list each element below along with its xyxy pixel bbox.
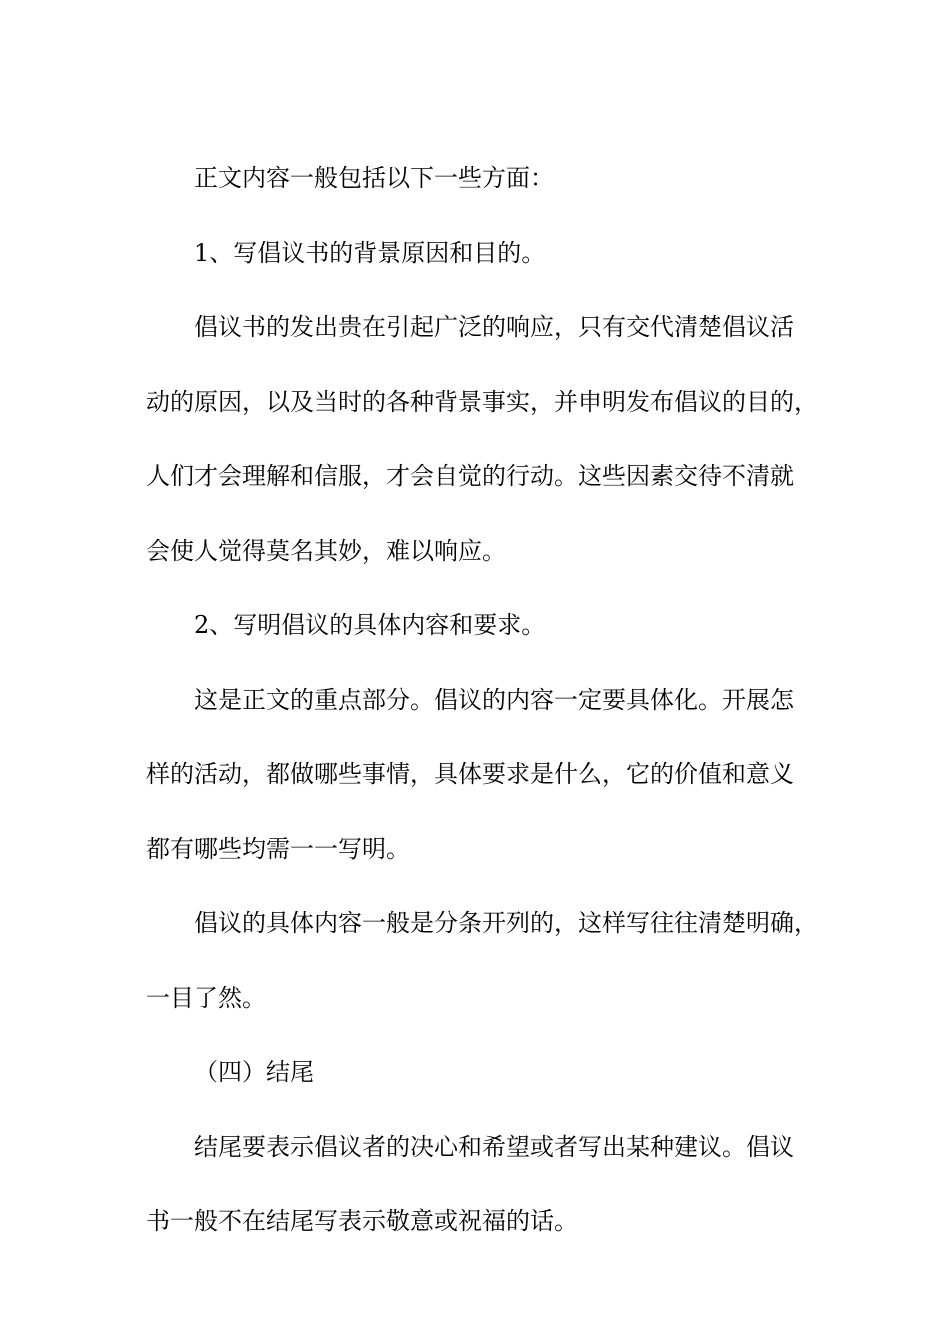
paragraph-point-1-body [146,290,836,588]
paragraph-point-2-body-2 [146,886,836,1035]
text-line: 动的原因，以及当时的各种背景事实，并申明发布倡议的目的， [146,387,818,416]
text-line: 正文内容一般包括以下一些方面： [194,164,554,192]
paragraph-point-2-heading [146,588,836,663]
text-line: 书一般不在结尾写表示敬意或祝福的话。 [146,1207,578,1235]
text-line: 2、写明倡议的具体内容和要求。 [194,611,546,639]
paragraph-point-2-body [146,663,836,887]
text-line: （四）结尾 [194,1058,314,1086]
text-line: 人们才会理解和信服，才会自觉的行动。这些因素交待不清就 [146,462,794,490]
text-line: 一目了然。 [146,983,266,1012]
text-line: 都有哪些均需一一写明。 [146,834,410,863]
text-line: 结尾要表示倡议者的决心和希望或者写出某种建议。倡议 [194,1132,794,1161]
paragraph-ending-body [146,1110,836,1259]
paragraph-point-1-heading [146,216,836,291]
text-line: 会使人觉得莫名其妙，难以响应。 [146,536,506,565]
document-body [146,141,836,1259]
text-line: 倡议的具体内容一般是分条开列的，这样写往往清楚明确， [194,909,818,937]
text-line: 1、写倡议书的背景原因和目的。 [194,238,546,267]
text-line: 这是正文的重点部分。倡议的内容一定要具体化。开展怎 [194,685,794,714]
text-line: 倡议书的发出贵在引起广泛的响应，只有交代清楚倡议活 [194,313,794,341]
section-heading-ending [146,1035,836,1110]
text-line: 样的活动，都做哪些事情，具体要求是什么，它的价值和意义 [146,760,794,788]
paragraph-intro [146,141,836,216]
